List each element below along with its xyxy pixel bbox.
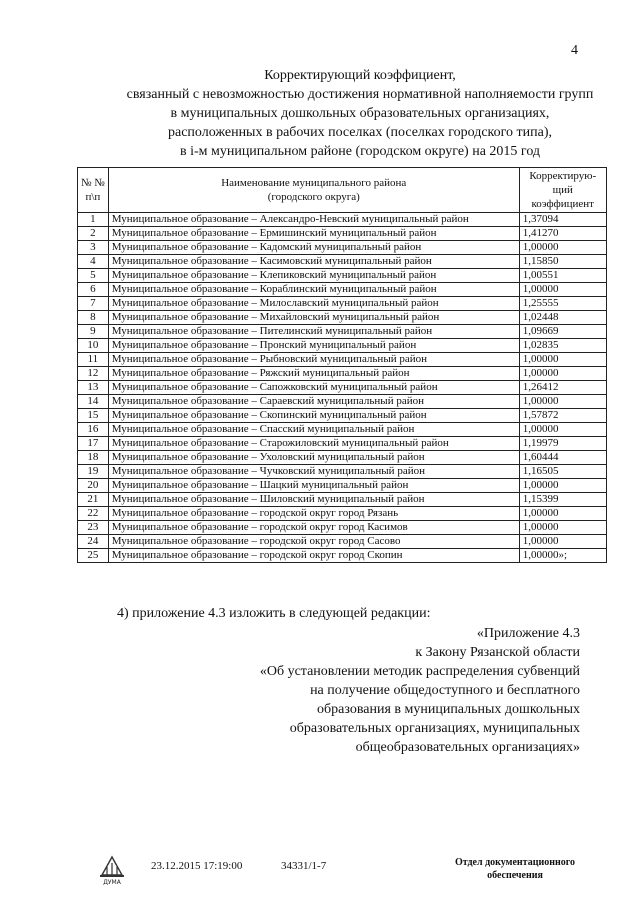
table-row [78,241,607,255]
row-coefficient: 1,00551 [519,269,606,283]
table-row [78,353,607,367]
row-district: Муниципальное образование – Шацкий муниципальный район [108,479,519,493]
table-row [78,227,607,241]
svg-text:ДУМА: ДУМА [103,879,121,885]
row-number: 14 [78,395,109,409]
department-stamp [440,856,590,882]
row-district: Муниципальное образование – Шиловский муниципальный район [108,493,519,507]
row-number: 8 [78,311,109,325]
row-number: 21 [78,493,109,507]
row-district: Муниципальное образование – Пронский муниципальный район [108,339,519,353]
table-row [78,395,607,409]
row-district: Муниципальное образование – Михайловский муниципальный район [108,311,519,325]
amendment-text: 4) приложение 4.3 изложить в следующей редакции: [117,606,431,621]
row-coefficient: 1,19979 [519,437,606,451]
stamp-line: Отдел документационного [454,857,576,868]
title-line: связанный с невозможностью достижения нормативной наполняемости групп [126,87,594,102]
row-district: Муниципальное образование – городской округ город Касимов [108,521,519,535]
table-row [78,297,607,311]
table-header-row [78,168,607,213]
row-district: Муниципальное образование – городской округ город Скопин [108,549,519,563]
row-number: 24 [78,535,109,549]
row-coefficient: 1,02835 [519,339,606,353]
row-coefficient: 1,09669 [519,325,606,339]
row-coefficient: 1,00000 [519,423,606,437]
table-row [78,213,607,227]
header-name: Наименование муниципального района (городского округа) [108,168,519,213]
table-row [78,283,607,297]
table-row [78,269,607,283]
row-coefficient: 1,00000 [519,367,606,381]
annex-line: образовательных организациях, муниципальных [289,721,580,736]
footer-code: 34331/1-7 [281,860,327,872]
row-number: 15 [78,409,109,423]
stamp-line: обеспечения [487,870,543,881]
row-district: Муниципальное образование – Касимовский муниципальный район [108,255,519,269]
table-row [78,367,607,381]
row-district: Муниципальное образование – Кораблинский муниципальный район [108,283,519,297]
row-coefficient: 1,26412 [519,381,606,395]
table-row [78,423,607,437]
title-line: в муниципальных дошкольных образовательных организациях, [170,106,550,121]
duma-logo-icon [98,853,126,885]
row-coefficient: 1,41270 [519,227,606,241]
row-coefficient: 1,00000 [519,507,606,521]
table-row [78,409,607,423]
row-coefficient: 1,37094 [519,213,606,227]
row-district: Муниципальное образование – Кадомский муниципальный район [108,241,519,255]
table-row [78,437,607,451]
row-number: 6 [78,283,109,297]
annex-line: образования в муниципальных дошкольных [317,702,580,717]
row-district: Муниципальное образование – городской округ город Сасово [108,535,519,549]
row-number: 2 [78,227,109,241]
row-coefficient: 1,00000 [519,395,606,409]
row-number: 1 [78,213,109,227]
row-number: 18 [78,451,109,465]
table-row [78,325,607,339]
row-number: 5 [78,269,109,283]
row-number: 13 [78,381,109,395]
row-number: 23 [78,521,109,535]
row-district: Муниципальное образование – Пителинский муниципальный район [108,325,519,339]
row-district: Муниципальное образование – Чучковский муниципальный район [108,465,519,479]
table-row [78,311,607,325]
row-coefficient: 1,57872 [519,409,606,423]
row-district: Муниципальное образование – Ухоловский муниципальный район [108,451,519,465]
row-coefficient: 1,00000 [519,283,606,297]
annex-line: «Об установлении методик распределения субвенций [259,664,580,679]
row-number: 19 [78,465,109,479]
header-num: № № п\п [78,168,109,213]
title-line: расположенных в рабочих поселках (поселках городского типа), [168,125,552,140]
table-row [78,493,607,507]
row-coefficient: 1,00000 [519,241,606,255]
row-district: Муниципальное образование – Ермишинский муниципальный район [108,227,519,241]
table-row [78,521,607,535]
annex-line: общеобразовательных организациях» [355,740,580,755]
row-district: Муниципальное образование – Сараевский муниципальный район [108,395,519,409]
row-number: 7 [78,297,109,311]
row-coefficient: 1,16505 [519,465,606,479]
row-number: 11 [78,353,109,367]
annex-line: «Приложение 4.3 [476,626,580,641]
row-district: Муниципальное образование – Спасский муниципальный район [108,423,519,437]
row-coefficient: 1,15850 [519,255,606,269]
page-number: 4 [571,43,578,58]
row-number: 17 [78,437,109,451]
row-coefficient: 1,60444 [519,451,606,465]
document-title [60,66,640,161]
annex-heading [100,624,580,757]
footer-date: 23.12.2015 17:19:00 [151,860,243,872]
table-row [78,465,607,479]
row-number: 3 [78,241,109,255]
table-row [78,479,607,493]
header-value: Корректирую- щий коэффициент [519,168,606,213]
table-row [78,381,607,395]
row-coefficient: 1,00000»; [519,549,606,563]
row-district: Муниципальное образование – Милославский муниципальный район [108,297,519,311]
table-row [78,507,607,521]
table-row [78,451,607,465]
row-district: Муниципальное образование – Сапожковский муниципальный район [108,381,519,395]
annex-line: на получение общедоступного и бесплатного [310,683,580,698]
row-district: Муниципальное образование – Скопинский муниципальный район [108,409,519,423]
row-number: 10 [78,339,109,353]
row-district: Муниципальное образование – городской округ город Рязань [108,507,519,521]
duma-logo [98,853,126,890]
row-coefficient: 1,15399 [519,493,606,507]
row-district: Муниципальное образование – Клепиковский муниципальный район [108,269,519,283]
row-coefficient: 1,02448 [519,311,606,325]
row-number: 22 [78,507,109,521]
row-district: Муниципальное образование – Ряжский муниципальный район [108,367,519,381]
row-number: 20 [78,479,109,493]
row-number: 9 [78,325,109,339]
row-number: 4 [78,255,109,269]
row-number: 25 [78,549,109,563]
table-row [78,549,607,563]
title-line: в i-м муниципальном районе (городском округе) на 2015 год [179,144,541,159]
row-district: Муниципальное образование – Рыбновский муниципальный район [108,353,519,367]
annex-line: к Закону Рязанской области [415,645,580,660]
title-line: Корректирующий коэффициент, [264,68,456,83]
table-row [78,339,607,353]
coefficient-table [77,167,607,563]
row-coefficient: 1,25555 [519,297,606,311]
table-row [78,255,607,269]
row-number: 16 [78,423,109,437]
row-district: Муниципальное образование – Александро-Невский муниципальный район [108,213,519,227]
row-district: Муниципальное образование – Старожиловский муниципальный район [108,437,519,451]
row-coefficient: 1,00000 [519,353,606,367]
row-coefficient: 1,00000 [519,479,606,493]
row-number: 12 [78,367,109,381]
row-coefficient: 1,00000 [519,535,606,549]
table-row [78,535,607,549]
row-coefficient: 1,00000 [519,521,606,535]
